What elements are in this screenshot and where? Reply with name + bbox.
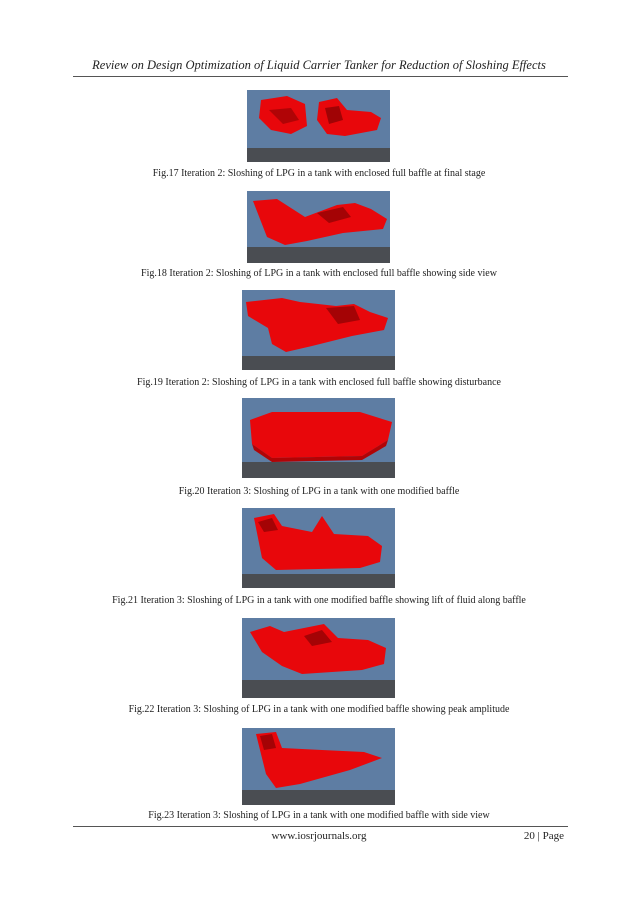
figure-20-caption: Fig.20 Iteration 3: Sloshing of LPG in a tank with one modified baffle [178,486,460,497]
figure-23-caption: Fig.23 Iteration 3: Sloshing of LPG in a tank with one modified baffle with side view [148,810,490,821]
figure-22-caption: Fig.22 Iteration 3: Sloshing of LPG in a tank with one modified baffle showing peak amplitude [128,704,510,715]
figure-19-image [242,290,395,370]
footer-url: www.iosrjournals.org [271,830,367,842]
footer-page-number: 20 | Page [523,830,564,842]
figure-19-caption: Fig.19 Iteration 2: Sloshing of LPG in a tank with enclosed full baffle showing disturbance [137,377,501,388]
figure-17-image [247,90,390,162]
header-rule [73,76,568,77]
figure-21-image [242,508,395,588]
figure-18-caption: Fig.18 Iteration 2: Sloshing of LPG in a tank with enclosed full baffle showing side view [141,268,497,279]
figure-22-image [242,618,395,698]
figure-21-caption: Fig.21 Iteration 3: Sloshing of LPG in a tank with one modified baffle showing lift of fluid along baffle [112,595,526,606]
figure-20-image [242,398,395,478]
figure-18-image [247,191,390,263]
running-header: Review on Design Optimization of Liquid Carrier Tanker for Reduction of Sloshing Effects [92,58,546,72]
figure-23-image [242,728,395,805]
figure-17-caption: Fig.17 Iteration 2: Sloshing of LPG in a tank with enclosed full baffle at final stage [152,168,486,179]
footer-rule [73,826,568,827]
